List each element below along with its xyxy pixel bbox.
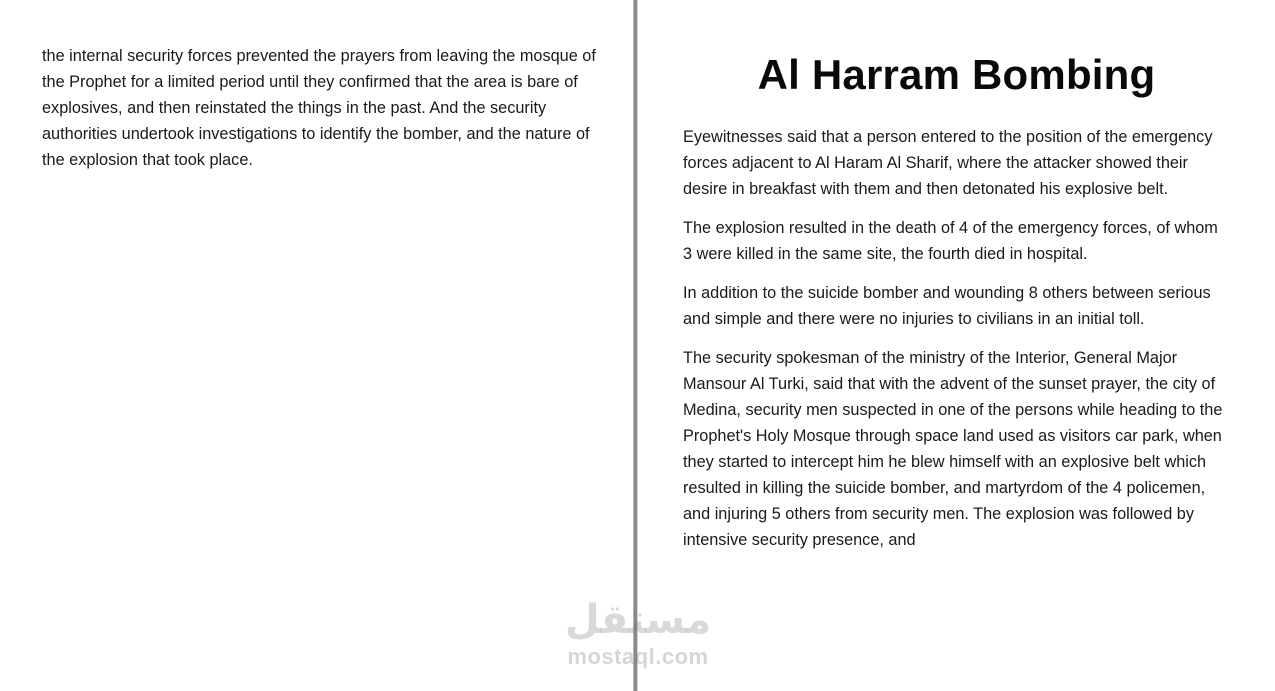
left-page-paragraph: the internal security forces prevented the prayers from leaving the mosque of the Prophet for a limited period until they confirmed that the area is bare of explosives, and then reinstated the things in the past. And the security authorities undertook investigations to identify the bomber, and the nature of the explosion that took place. xyxy=(42,47,596,169)
paragraph-injuries: In addition to the suicide bomber and wounding 8 others between serious and simple and there were no injuries to civilians in an initial toll. xyxy=(683,284,1211,328)
paragraph-spokesman: The security spokesman of the ministry of the Interior, General Major Mansour Al Turki, said that with the advent of the sunset prayer, the city of Medina, security men suspected in one of the persons while heading to the Prophet's Holy Mosque through space land used as visitors car park, when they started to intercept him he blew himself with an explosive belt which resulted in killing the suicide bomber, and martyrdom of the 4 policemen, and injuring 5 others from security men. The explosion was followed by intensive security presence, and xyxy=(683,349,1223,549)
watermark-url: mostaql.com xyxy=(567,644,709,669)
page-left xyxy=(0,0,634,691)
page-right xyxy=(638,0,1275,691)
right-page-body xyxy=(683,124,1228,566)
watermark-logo: مستقل xyxy=(564,597,712,643)
paragraph-casualties: The explosion resulted in the death of 4 of the emergency forces, of whom 3 were killed in the same site, the fourth died in hospital. xyxy=(683,219,1218,263)
document-title: Al Harram Bombing xyxy=(757,51,1156,98)
paragraph-eyewitnesses: Eyewitnesses said that a person entered to the position of the emergency forces adjacent to Al Haram Al Sharif, where the attacker showed their desire in breakfast with them and then detonated his explosive belt. xyxy=(683,128,1213,198)
